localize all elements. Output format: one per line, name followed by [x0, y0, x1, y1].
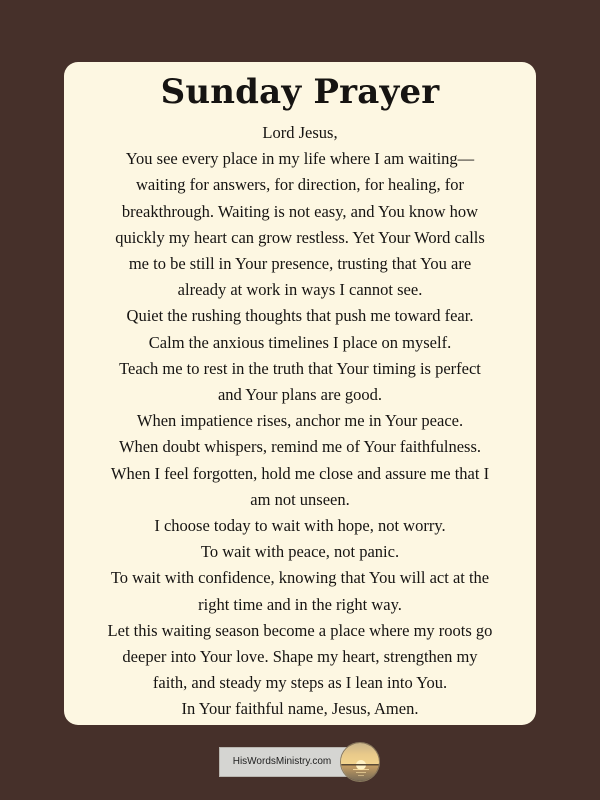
prayer-line: waiting for answers, for direction, for healing, for — [135, 175, 465, 195]
prayer-line: and Your plans are good. — [217, 385, 383, 405]
prayer-line: Let this waiting season become a place where my roots go — [107, 620, 493, 640]
prayer-line: In Your faithful name, Jesus, Amen. — [181, 699, 419, 719]
prayer-line: When impatience rises, anchor me in Your peace. — [136, 411, 464, 431]
prayer-body — [92, 120, 508, 723]
prayer-line: To wait with confidence, knowing that You will act at the — [110, 568, 490, 588]
prayer-line: When doubt whispers, remind me of Your faithfulness. — [118, 437, 482, 457]
prayer-line: When I feel forgotten, hold me close and assure me that I — [110, 463, 490, 483]
prayer-line: am not unseen. — [250, 489, 350, 509]
prayer-line: Teach me to rest in the truth that Your timing is perfect — [119, 358, 481, 378]
prayer-line: me to be still in Your presence, trusting that You are — [128, 254, 472, 274]
page-title: Sunday Prayer — [160, 72, 440, 112]
prayer-line: deeper into Your love. Shape my heart, strengthen my — [122, 647, 478, 667]
prayer-line: Quiet the rushing thoughts that push me toward fear. — [126, 306, 474, 326]
site-link[interactable]: HisWordsMinistry.com — [219, 747, 353, 777]
prayer-line: Lord Jesus, — [262, 123, 338, 142]
sunset-over-water-icon — [340, 742, 380, 782]
prayer-line: You see every place in my life where I am waiting— — [125, 149, 475, 169]
prayer-line: To wait with peace, not panic. — [200, 542, 400, 562]
prayer-line: quickly my heart can grow restless. Yet Your Word calls — [115, 227, 485, 247]
brand-badge[interactable] — [219, 742, 381, 782]
prayer-line: I choose today to wait with hope, not worry. — [154, 516, 446, 536]
prayer-line: already at work in ways I cannot see. — [177, 280, 423, 300]
prayer-line: breakthrough. Waiting is not easy, and You know how — [121, 201, 479, 221]
prayer-line: right time and in the right way. — [198, 594, 402, 614]
prayer-card — [64, 62, 536, 725]
prayer-line: faith, and steady my steps as I lean into You. — [152, 673, 448, 693]
prayer-line: Calm the anxious timelines I place on myself. — [148, 332, 452, 352]
